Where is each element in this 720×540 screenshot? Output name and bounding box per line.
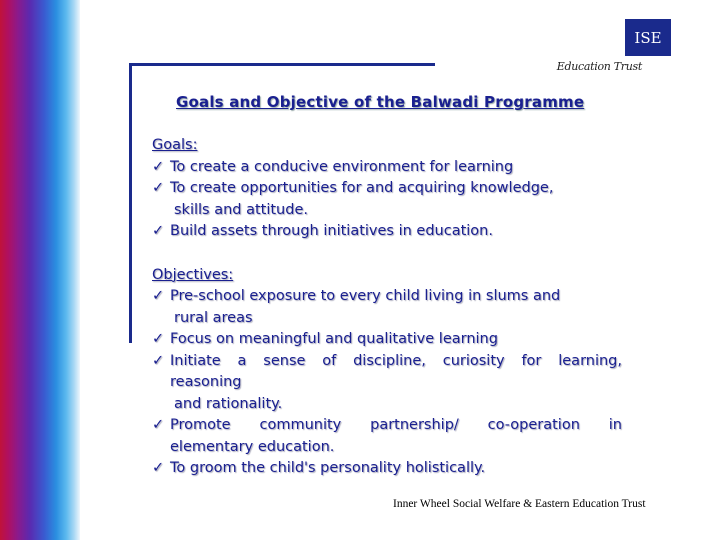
check-icon: ✓ [152, 352, 165, 369]
goal-item [152, 221, 622, 243]
frame-left-border [129, 63, 132, 343]
objective-item [152, 286, 622, 329]
objective-item [152, 329, 622, 351]
objective-text: Promote community partnership/ co-operation in [170, 417, 622, 433]
objective-text: and rationality. [174, 395, 283, 412]
education-trust-label: Education Trust [556, 60, 642, 73]
goal-text: Build assets through initiatives in education. [170, 223, 493, 239]
goal-text: skills and attitude. [174, 201, 308, 218]
logo-text: ISE [634, 28, 662, 47]
goals-heading: Goals: [152, 137, 198, 153]
check-icon: ✓ [152, 223, 165, 239]
objective-text: Pre-school exposure to every child living in slums and [170, 288, 561, 304]
check-icon: ✓ [152, 288, 165, 304]
objective-item [152, 351, 622, 416]
objective-text: Initiate a sense of discipline, curiosity for learning, [170, 352, 622, 369]
objective-text: Focus on meaningful and qualitative learning [170, 331, 498, 347]
frame-top-border [129, 63, 435, 66]
objective-text: reasoning [170, 374, 242, 390]
objective-text: To groom the child's personality holistically. [170, 460, 486, 476]
goal-text: To create a conducive environment for learning [170, 158, 514, 175]
page-title: Goals and Objective of the Balwadi Programme [176, 93, 585, 111]
check-icon: ✓ [152, 180, 165, 196]
footer-text: Inner Wheel Social Welfare & Eastern Education Trust [393, 498, 646, 510]
objectives-heading: Objectives: [152, 266, 234, 283]
check-icon: ✓ [152, 460, 165, 476]
check-icon: ✓ [152, 417, 165, 433]
content-body [152, 135, 622, 480]
side-gradient-stripe [0, 0, 80, 540]
objective-item [152, 415, 622, 458]
goal-text: To create opportunities for and acquiring knowledge, [170, 180, 554, 196]
check-icon: ✓ [152, 331, 165, 347]
goal-item [152, 178, 622, 221]
ise-logo [625, 19, 671, 56]
objective-text: rural areas [174, 309, 253, 326]
check-icon: ✓ [152, 158, 165, 175]
objective-item [152, 458, 622, 480]
goal-item [152, 157, 622, 179]
objective-text: elementary education. [170, 438, 335, 455]
